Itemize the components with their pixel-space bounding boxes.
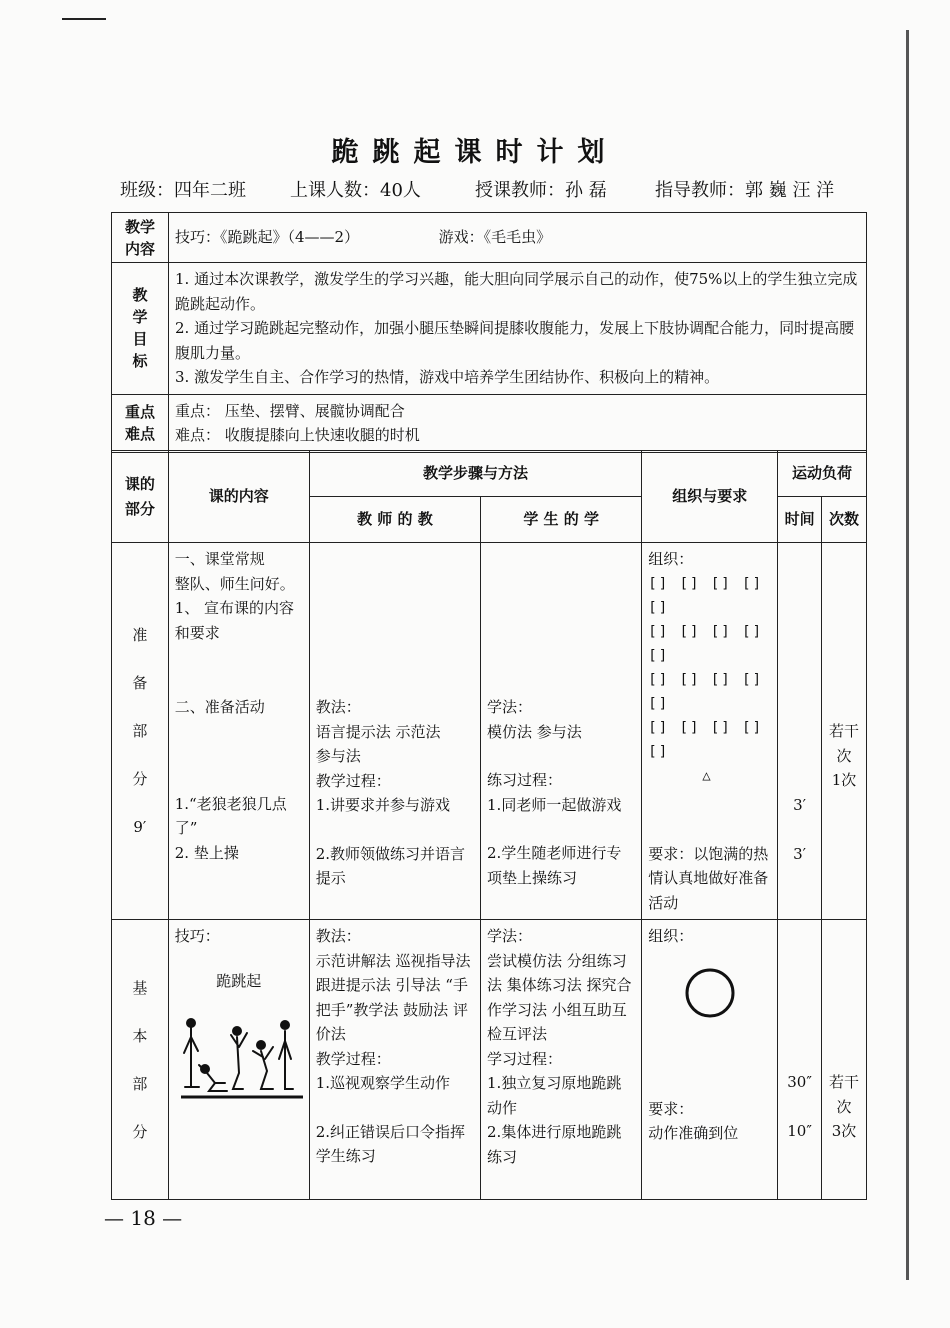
content-label: 教学 内容 xyxy=(112,213,169,263)
prep-row xyxy=(112,543,867,920)
header-load: 运动负荷 xyxy=(778,451,867,497)
goals-label: 教 学 目 标 xyxy=(112,263,169,395)
prep-count: 若干 次 1次 xyxy=(822,543,867,920)
header-times: 次数 xyxy=(822,497,867,543)
basic-part: 基 本 部 分 xyxy=(112,920,169,1200)
difficulty-point: 难点： 收腹提膝向上快速收腿的时机 xyxy=(175,426,420,444)
content-cell xyxy=(169,213,867,263)
prep-duration: 9′ xyxy=(133,818,147,836)
skill-name: 跪跳起 xyxy=(216,971,262,990)
page-number: — 18 — xyxy=(104,1206,183,1230)
goal-item: 2. 通过学习跪跳起完整动作，加强小腿压垫瞬间提膝收腹能力，发展上下肢协调配合能力，同时提高腰腹肌力量。 xyxy=(175,319,855,362)
teacher-position-icon: △ xyxy=(702,767,713,784)
basic-organization: 组织： 要求： 动作准确到位 xyxy=(642,920,778,1200)
content-game: 游戏：《毛毛虫》 xyxy=(438,228,552,247)
goals-cell xyxy=(169,263,867,395)
header-part: 课的 部分 xyxy=(112,451,169,543)
keys-cell xyxy=(169,394,867,452)
header-time: 时间 xyxy=(778,497,822,543)
class-info: 班级：四年二班 xyxy=(120,180,246,201)
keys-label: 重点 难点 xyxy=(112,394,169,452)
lesson-overview-table xyxy=(111,212,867,453)
prep-organization: 组织： [] [] [] [] [] [] [] [] [] [] [] [] [] [] [] [] [] [] [] [] △ 要求：以饱满的热情认真地做好准备活动 xyxy=(642,543,778,920)
scan-edge-line xyxy=(906,30,909,1280)
basic-row xyxy=(112,920,867,1200)
header-teacher: 教 师 的 教 xyxy=(309,497,480,543)
formation-grid: [] [] [] [] [] [] [] [] [] [] [] [] [] [] [] [] [] [] [] [] △ xyxy=(648,572,771,788)
prep-teaching: 教法： 语言提示法 示范法 参与法 教学过程： 1.讲要求并参与游戏 2.教师领做练习并语言提示 xyxy=(309,543,480,920)
goal-item: 3. 激发学生自主、合作学习的热情，游戏中培养学生团结协作、积极向上的精神。 xyxy=(175,368,720,386)
lesson-plan-table xyxy=(111,450,867,1200)
prep-time: 3′ 3′ xyxy=(778,543,822,920)
content-skill: 技巧：《跪跳起》（4——2） xyxy=(175,228,360,247)
header-content: 课的内容 xyxy=(168,451,309,543)
basic-time: 30″ 10″ xyxy=(778,920,822,1200)
basic-content: 技巧： 跪跳起 xyxy=(168,920,309,1200)
scan-edge-mark xyxy=(62,18,106,20)
goal-item: 1. 通过本次课教学，激发学生的学习兴趣，能大胆向同学展示自己的动作，使75%以上的学生独立完成跪跳起动作。 xyxy=(175,270,858,313)
circle-formation-icon xyxy=(680,963,740,1023)
header-student: 学 生 的 学 xyxy=(481,497,642,543)
prep-learning: 学法： 模仿法 参与法 练习过程： 1.同老师一起做游戏 2.学生随老师进行专项垫上操练习 xyxy=(481,543,642,920)
header-steps: 教学步骤与方法 xyxy=(309,451,642,497)
kneel-jump-figure xyxy=(181,1017,303,1103)
basic-count: 若干 次 3次 xyxy=(822,920,867,1200)
basic-teaching: 教法： 示范讲解法 巡视指导法 跟进提示法 引导法 “手把手”教学法 鼓励法 评价法 教学过程： 1.巡视观察学生动作 2.纠正错误后口令指挥学生练习 xyxy=(309,920,480,1200)
mentor-info: 指导教师：郭 巍 汪 洋 xyxy=(655,180,835,201)
prep-part: 准 备 部 分 9′ xyxy=(112,543,169,920)
prep-content: 一、课堂常规 整队、师生问好。 1、 宣布课的内容和要求 二、准备活动 1.“老狼老狼几点了” 2. 垫上操 xyxy=(168,543,309,920)
student-count: 上课人数：40人 xyxy=(290,180,421,201)
teacher-info: 授课教师：孙 磊 xyxy=(475,180,607,201)
page-title: 跪跳起课时计划 xyxy=(331,137,619,168)
header-org: 组织与要求 xyxy=(642,451,778,543)
key-point: 重点： 压垫、摆臂、展髋协调配合 xyxy=(175,401,405,420)
basic-learning: 学法： 尝试模仿法 分组练习法 集体练习法 探究合作学习法 小组互助互检互评法 学习过程： 1.独立复习原地跪跳动作 2.集体进行原地跪跳练习 xyxy=(481,920,642,1200)
